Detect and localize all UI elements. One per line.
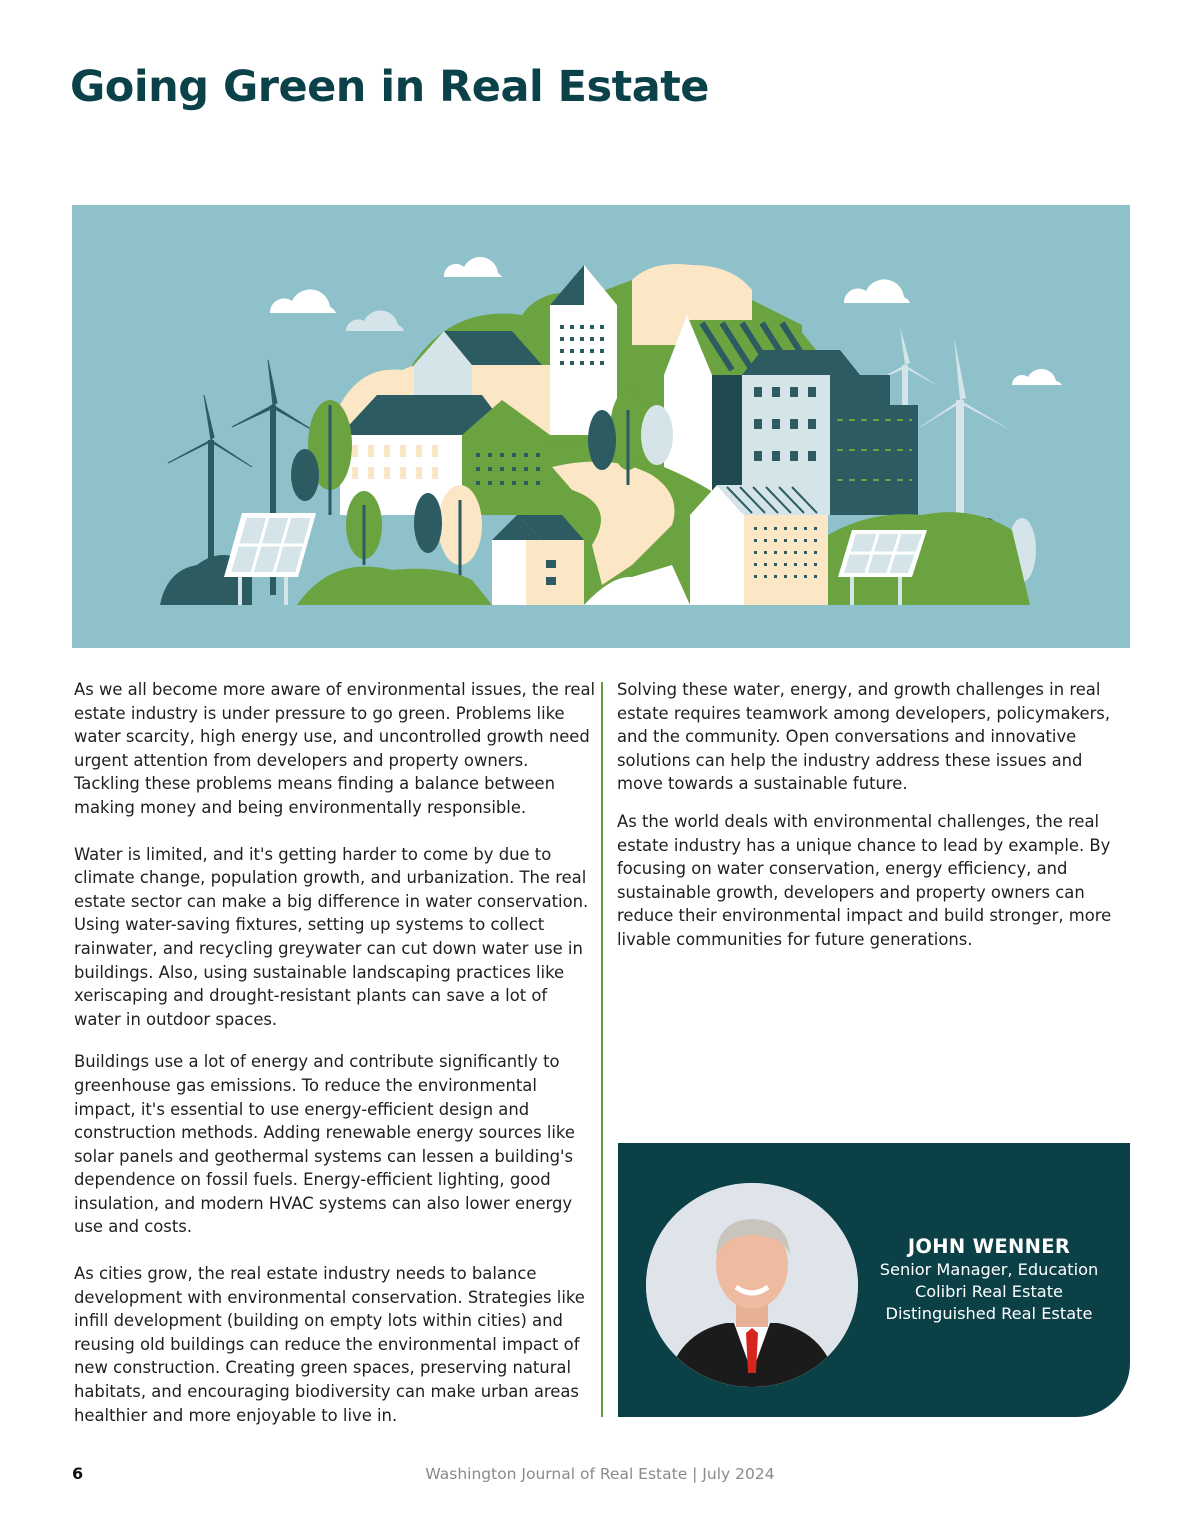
paragraph-intro: As we all become more aware of environmental issues, the real estate industry is under pressure to go green. Problems like water scarcity, high energy use, and uncontrolled growth need urgent attention from developers and property owners. Tackling these problems means finding a balance between making money and being environmentally responsible. [74,680,596,817]
left-column [74,678,598,1450]
paragraph-teamwork: Solving these water, energy, and growth challenges in real estate requires teamwork among developers, policymakers, and the community. Open conversations and innovative solutions can help the industry address these issues and move towards a sustainable future. [617,680,1111,794]
journal-footer: Washington Journal of Real Estate | July 2024 [425,1465,775,1483]
author-details [866,1235,1112,1325]
author-card [618,1143,1130,1417]
page-number: 6 [72,1464,84,1483]
author-company: Colibri Real Estate [914,1282,1064,1301]
paragraph-growth: As cities grow, the real estate industry needs to balance development with environmental conservation. Strategies like infill development (building on empty lots within cities) and reusing old buildings can reduce the environmental impact of new construction. Creating green spaces, preserving natural habitats, and encouraging biodiversity can make urban areas healthier and more enjoyable to live in. [74,1264,585,1425]
avatar [646,1183,858,1387]
hero-illustration [72,205,1130,648]
author-role: Senior Manager, Education [879,1260,1099,1279]
article-title: Going Green in Real Estate [70,62,709,112]
column-divider [601,682,603,1417]
author-name: JOHN WENNER [907,1235,1071,1258]
author-affiliation: Distinguished Real Estate [885,1304,1093,1323]
paragraph-water: Water is limited, and it's getting harder to come by due to climate change, population growth, and urbanization. The real estate sector can make a big difference in water conservation. Using water-saving fixtures, setting up systems to collect rainwater, and recycling greywater can cut down water use in buildings. Also, using sustainable landscaping practices like xeriscaping and drought-resistant plants can save a lot of water in outdoor spaces. [74,844,589,1029]
paragraph-conclusion: As the world deals with environmental challenges, the real estate industry has a unique chance to lead by example. By focusing on water conservation, energy efficiency, and sustainable growth, developers and property owners can reduce their environmental impact and build stronger, more livable communities for future generations. [617,811,1112,949]
right-column [617,678,1127,966]
paragraph-energy: Buildings use a lot of energy and contribute significantly to greenhouse gas emissions. To reduce the environmental impact, it's essential to use energy-efficient design and construction methods. Adding renewable energy sources like solar panels and geothermal systems can lessen a building's dependence on fossil fuels. Energy-efficient lighting, good insulation, and modern HVAC systems can also lower energy use and costs. [74,1052,575,1237]
